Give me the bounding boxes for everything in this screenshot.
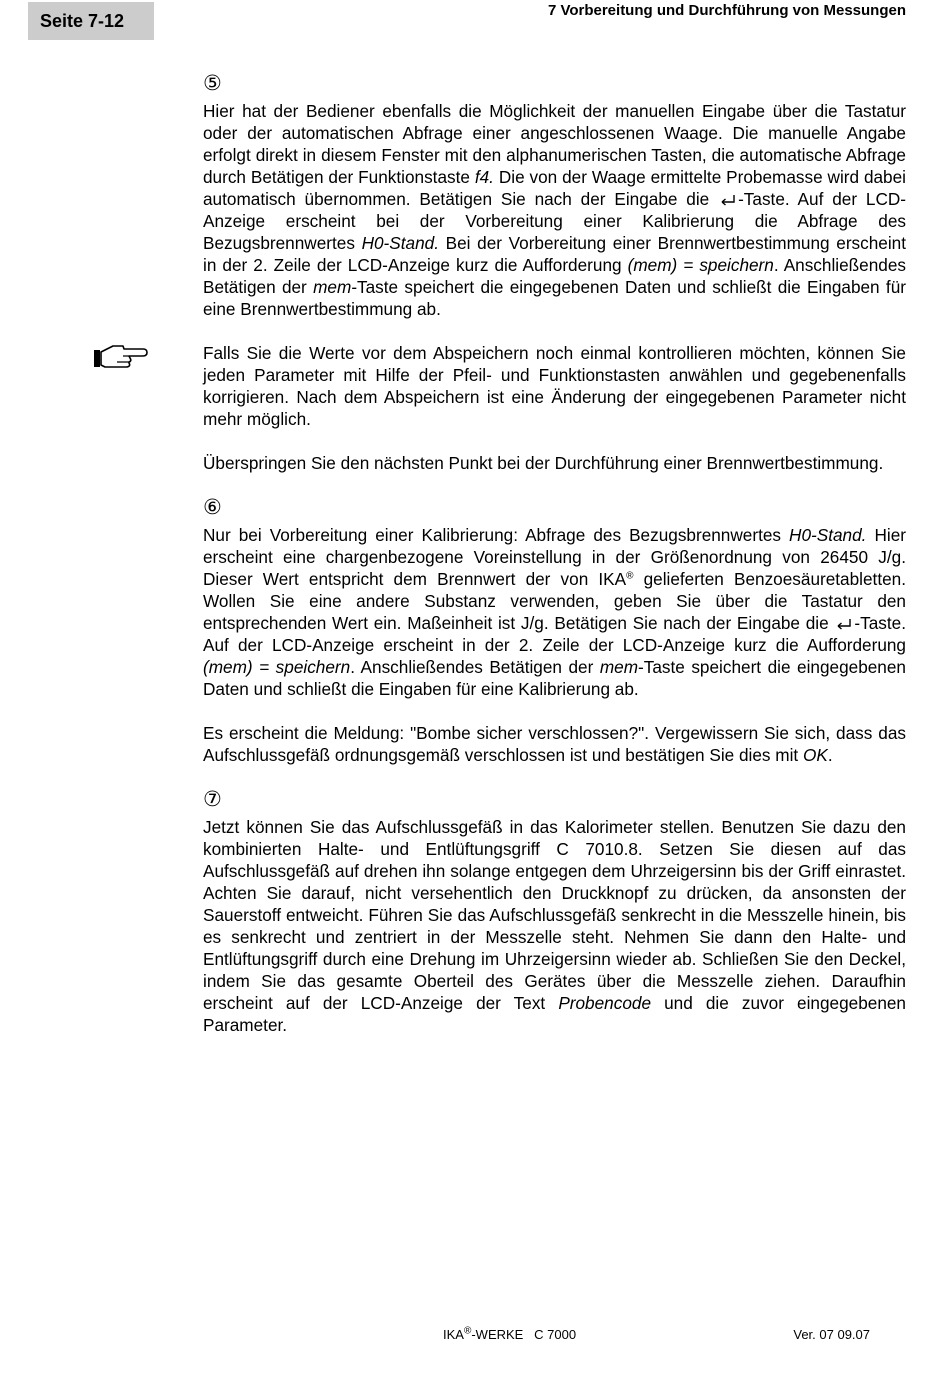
note-paragraph: Falls Sie die Werte vor dem Abspeichern noch einmal kontrollieren möchten, können Sie jeden Parameter mit Hilfe der Pfeil- und Funktionstasten anwählen und gegebenenfalls korrigieren. Nach dem Abspeichern ist eine Änderung der eingegebenen Parameter nicht mehr möglich. [203,343,906,429]
footer-brand: IKA®-WERKE C 7000 [443,1325,577,1342]
skip-instruction: Überspringen Sie den nächsten Punkt bei der Durchführung einer Brennwertbestimmung. [203,453,884,473]
step-marker-7: ⑦ [203,788,222,811]
page-number-label: Seite 7-12 [28,2,154,40]
page-content [203,72,906,1058]
bomb-message-paragraph: Es erscheint die Meldung: "Bombe sicher verschlossen?". Vergewissern Sie sich, dass das Aufschlussgefäß ordnungsgemäß verschlossen ist und bestätigen Sie dies mit OK. [203,723,906,765]
footer-version: Ver. 07 09.07 [793,1327,870,1342]
paragraph-step-5: Hier hat der Bediener ebenfalls die Möglichkeit der manuellen Eingabe über die Tastatur oder der automatischen Abfrage einer angeschlossenen Waage. Die manuelle Angabe erfolgt direkt in diesem Fenster mit den alphanumerischen Tasten, die automatische Abfrage durch Betätigen der Funktionstaste f4. Die von der Waage ermittelte Probemasse wird dabei automatisch übernommen. Betätigen Sie nach der Eingabe die -Taste. Auf der LCD-Anzeige erscheint bei der Vorbereitung einer Kalibrierung die Abfrage des Bezugsbrennwertes H0-Stand. Bei der Vorbereitung einer Brennwertbestimmung erscheint in der 2. Zeile der LCD-Anzeige kurz die Aufforderung (mem) = speichern. Anschließendes Betätigen der mem-Taste speichert die eingegebenen Daten und schließt die Eingaben für eine Brennwertbestimmung ab. [203,101,906,319]
step-marker-5: ⑤ [203,72,222,95]
enter-key-icon [719,194,737,206]
chapter-title: 7 Vorbereitung und Durchführung von Messungen [547,2,906,19]
pointing-hand-icon [93,342,149,372]
paragraph-step-7: Jetzt können Sie das Aufschlussgefäß in das Kalorimeter stellen. Benutzen Sie dazu den kombinierten Halte- und Entlüftungsgriff C 7010.8. Setzen Sie diesen auf das Aufschlussgefäß auf drehen ihn solange entgegen dem Uhrzeigersinn bis der Griff einrastet. Achten Sie darauf, nicht versehentlich den Druckknopf zu drücken, da ansonsten der Sauerstoff entweicht. Führen Sie das Aufschlussgefäß senkrecht in die Messzelle hinein, bis es senkrecht und zentriert in der Messzelle steht. Nehmen Sie dann den Halte- und Entlüftungsgriff durch eine Drehung im Uhrzeigersinn wieder ab. Schließen Sie den Deckel, indem Sie das gesamte Oberteil des Gerätes über die Messzelle ziehen. Daraufhin erscheint auf der LCD-Anzeige der Text Probencode und die zuvor eingegebenen Parameter. [203,817,906,1035]
paragraph-step-6: Nur bei Vorbereitung einer Kalibrierung: Abfrage des Bezugsbrennwertes H0-Stand. Hier erscheint eine chargenbezogene Voreinstellung in der Größenordnung von 26450 J/g. Dieser Wert entspricht dem Brennwert der von IKA® gelieferten Benzoesäuretabletten. Wollen Sie eine andere Substanz verwenden, geben Sie über die Tastatur den entsprechenden Wert ein. Maßeinheit ist J/g. Betätigen Sie nach der Eingabe die -Taste. Auf der LCD-Anzeige erscheint in der 2. Zeile der LCD-Anzeige kurz die Aufforderung (mem) = speichern. Anschließendes Betätigen der mem-Taste speichert die eingegebenen Daten und schließt die Eingaben für eine Kalibrierung ab. [203,525,906,699]
enter-key-icon [835,618,853,630]
note-block [203,342,906,430]
step-marker-6: ⑥ [203,496,222,519]
